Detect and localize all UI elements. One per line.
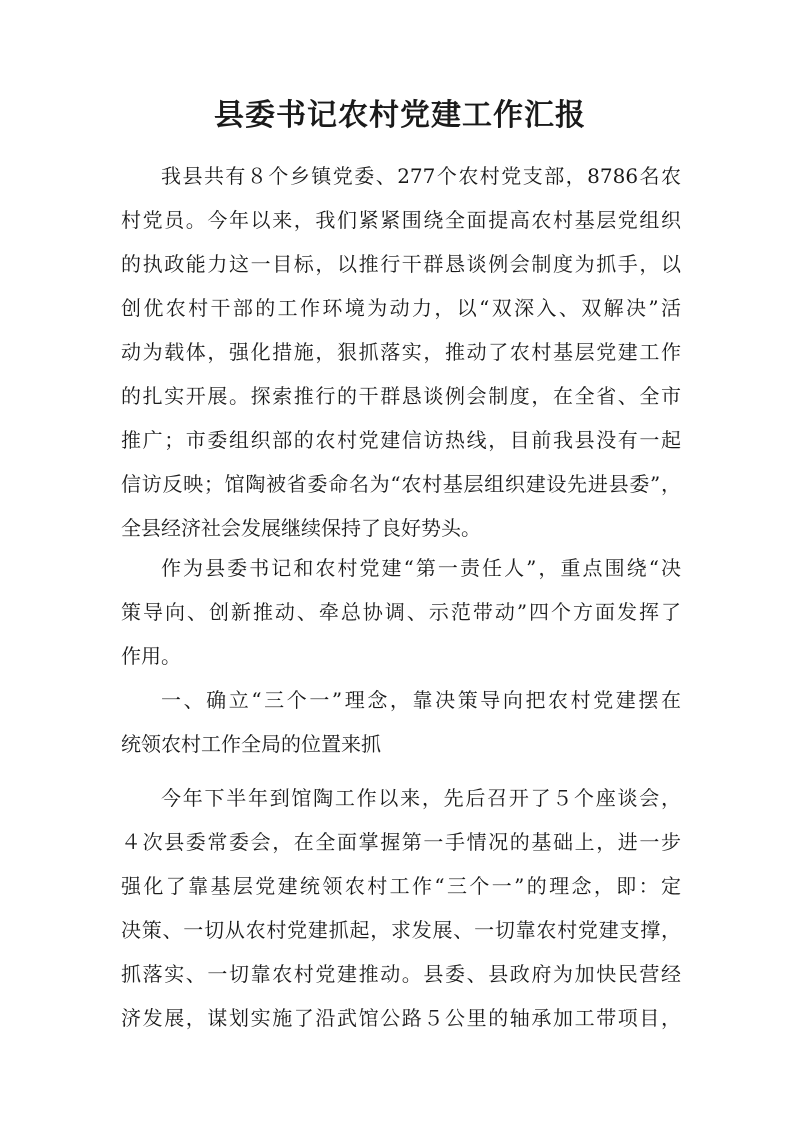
paragraph-line: 抓落实、一切靠农村党建推动。县委、县政府为加快民营经 [121,962,681,986]
paragraph-3 [121,776,681,1040]
paragraph-line: 全县经济社会发展继续保持了良好势头。 [121,516,481,540]
paragraph-line: 一、确立“三个一”理念，靠决策导向把农村党建摆在 [161,688,681,712]
paragraph-line: 作为县委书记和农村党建“第一责任人”，重点围绕“决 [161,556,681,580]
paragraph-line: 决策、一切从农村党建抓起，求发展、一切靠农村党建支撑， [121,918,681,942]
paragraph-1 [121,154,681,550]
section-heading-1 [121,678,681,766]
paragraph-line: 作用。 [121,644,181,668]
paragraph-line: 强化了靠基层党建统领农村工作“三个一”的理念，即：定 [121,874,681,898]
paragraph-line: 动为载体，强化措施，狠抓落实，推动了农村基层党建工作 [121,340,681,364]
paragraph-line: 统领农村工作全局的位置来抓 [121,732,381,756]
paragraph-line: 今年下半年到馆陶工作以来，先后召开了５个座谈会， [161,786,681,810]
paragraph-2 [121,546,681,678]
paragraph-line: 推广；市委组织部的农村党建信访热线，目前我县没有一起 [121,428,681,452]
paragraph-line: 村党员。今年以来，我们紧紧围绕全面提高农村基层党组织 [121,208,681,232]
document-title: 县委书记农村党建工作汇报 [214,98,586,133]
paragraph-line: ４次县委常委会，在全面掌握第一手情况的基础上，进一步 [121,830,681,854]
paragraph-line: 信访反映；馆陶被省委命名为“农村基层组织建设先进县委”， [121,472,681,496]
paragraph-line: 策导向、创新推动、牵总协调、示范带动”四个方面发挥了 [121,600,681,624]
paragraph-line: 的扎实开展。探索推行的干群恳谈例会制度，在全省、全市 [121,384,681,408]
paragraph-line: 创优农村干部的工作环境为动力，以“双深入、双解决”活 [121,296,681,320]
paragraph-line: 我县共有８个乡镇党委、277个农村党支部，8786名农 [161,164,681,188]
paragraph-line: 济发展，谋划实施了沿武馆公路５公里的轴承加工带项目， [121,1006,681,1030]
paragraph-line: 的执政能力这一目标，以推行干群恳谈例会制度为抓手，以 [121,252,681,276]
